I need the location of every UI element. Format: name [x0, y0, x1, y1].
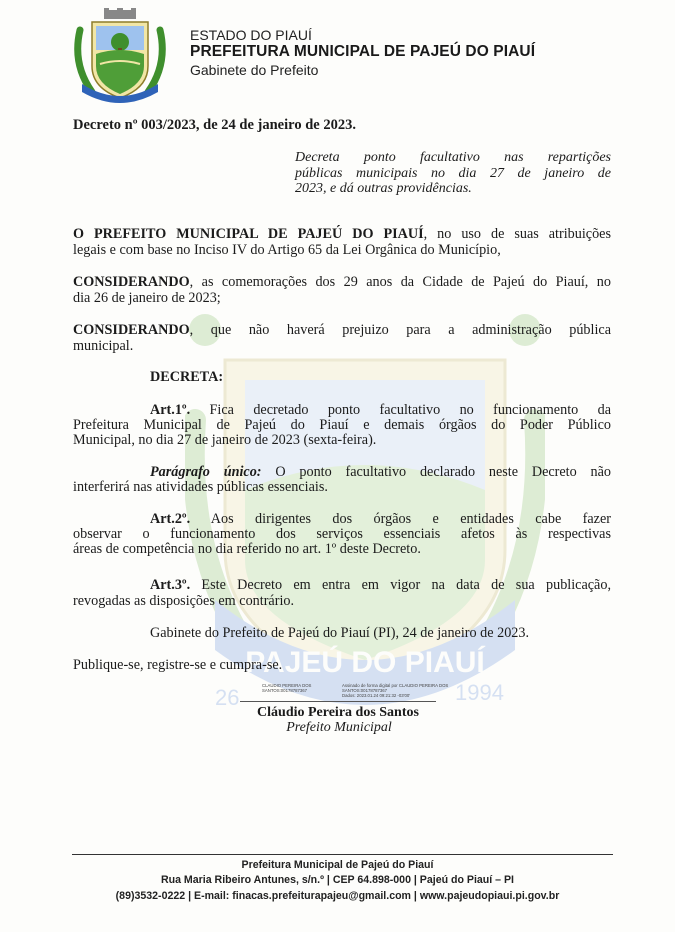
watermark-year-left: 26	[215, 685, 240, 710]
art1-label: Art.1º.	[150, 402, 191, 418]
digital-signature-stamp-right	[342, 683, 448, 698]
stamp-right-line-1: Assinado de forma digital por CLAUDIO PEREIRA DOS	[342, 683, 449, 688]
art3-text-1: Este Decreto em entra em vigor na data de sua publicação,	[190, 577, 611, 593]
footer-divider	[72, 854, 613, 855]
watermark-year-right: 1994	[455, 680, 504, 705]
footer-line-2: Rua Maria Ribeiro Antunes, s/n.º | CEP 64.898-000 | Pajeú do Piauí – PI	[160, 874, 515, 886]
considerando-1-label: CONSIDERANDO	[73, 274, 190, 290]
municipal-crest-logo	[70, 8, 170, 104]
signature-line	[240, 701, 436, 702]
considerando-1-line-1	[73, 275, 611, 291]
art2-label: Art.2º.	[150, 511, 191, 527]
stamp-left-line-1: CLAUDIO PEREIRA DOS	[262, 683, 312, 688]
art3-line-2: revogadas as disposições em contrário.	[73, 593, 295, 609]
stamp-right-line-2: SANTOS:00178787367	[342, 688, 388, 693]
digital-signature-stamp-left	[262, 683, 311, 693]
ementa-line-2: públicas municipais no dia 27 de janeiro de	[295, 165, 611, 181]
preamble-line-1	[73, 227, 611, 243]
stamp-right-line-3: Dados: 2023.01.24 09:21:32 -03'00'	[342, 693, 411, 698]
art1-line-2: Prefeitura Municipal de Pajeú do Piauí e demais órgãos do Poder Público	[73, 417, 611, 433]
art2-text-1: Aos dirigentes dos órgãos e entidades cabe fazer	[190, 511, 611, 527]
publish-formula: Publique-se, registre-se e cumpra-se.	[73, 657, 283, 673]
ementa-line-3: 2023, e dá outras providências.	[295, 181, 472, 196]
footer-line-1: Prefeitura Municipal de Pajeú do Piauí	[241, 859, 434, 871]
art2-line-3: áreas de competência no dia referido no art. 1º deste Decreto.	[73, 541, 421, 557]
art3-label: Art.3º.	[150, 577, 191, 593]
considerando-2-line-2: municipal.	[73, 338, 134, 354]
art1-text-1: Fica decretado ponto facultativo no funcionamento da	[190, 402, 611, 418]
paragrafo-text-1: O ponto facultativo declarado neste Decreto não	[261, 464, 611, 480]
header-gabinete: Gabinete do Prefeito	[190, 62, 319, 78]
signer-name: Cláudio Pereira dos Santos	[257, 705, 419, 720]
considerando-1-text: , as comemorações dos 29 anos da Cidade de Pajeú do Piauí, no	[189, 274, 611, 290]
considerando-2-line-1	[73, 323, 611, 339]
stamp-left-line-2: SANTOS:00178787367	[262, 688, 308, 693]
decree-ementa	[295, 150, 611, 197]
paragrafo-line-2: interferirá nas atividades públicas essenciais.	[73, 479, 328, 495]
header-prefeitura: PREFEITURA MUNICIPAL DE PAJEÚ DO PIAUÍ	[190, 43, 536, 60]
closing-place-date: Gabinete do Prefeito de Pajeú do Piauí (PI), 24 de janeiro de 2023.	[150, 625, 530, 641]
considerando-2-text: , que não haverá prejuizo para a administração pública	[189, 322, 611, 338]
decree-title: Decreto nº 003/2023, de 24 de janeiro de 2023.	[73, 117, 356, 133]
watermark-banner-text: PAJEÚ DO PIAUÍ	[245, 646, 485, 679]
header-state: ESTADO DO PIAUÍ	[190, 27, 312, 43]
paragrafo-label: Parágrafo único:	[150, 464, 262, 480]
preamble-text-1: , no uso de suas atribuições	[423, 226, 611, 242]
considerando-1-line-2: dia 26 de janeiro de 2023;	[73, 290, 221, 306]
decreta-heading: DECRETA:	[150, 369, 224, 385]
art1-line-3: Municipal, no dia 27 de janeiro de 2023 (sexta-feira).	[73, 432, 377, 448]
art2-line-2: observar o funcionamento dos serviços essenciais afetos às respectivas	[73, 526, 611, 542]
signer-role: Prefeito Municipal	[286, 720, 392, 735]
preamble-line-2: legais e com base no Inciso IV do Artigo 65 da Lei Orgânica do Município,	[73, 242, 501, 258]
art3-line-1	[150, 578, 611, 594]
preamble-bold: O PREFEITO MUNICIPAL DE PAJEÚ DO PIAUÍ	[73, 226, 424, 242]
ementa-line-1: Decreta ponto facultativo nas repartições	[295, 150, 611, 165]
footer-line-3: (89)3532-0222 | E-mail: finacas.prefeiturapajeu@gmail.com | www.pajeudopiaui.pi.gov.br	[115, 890, 560, 902]
considerando-2-label: CONSIDERANDO	[73, 322, 190, 338]
